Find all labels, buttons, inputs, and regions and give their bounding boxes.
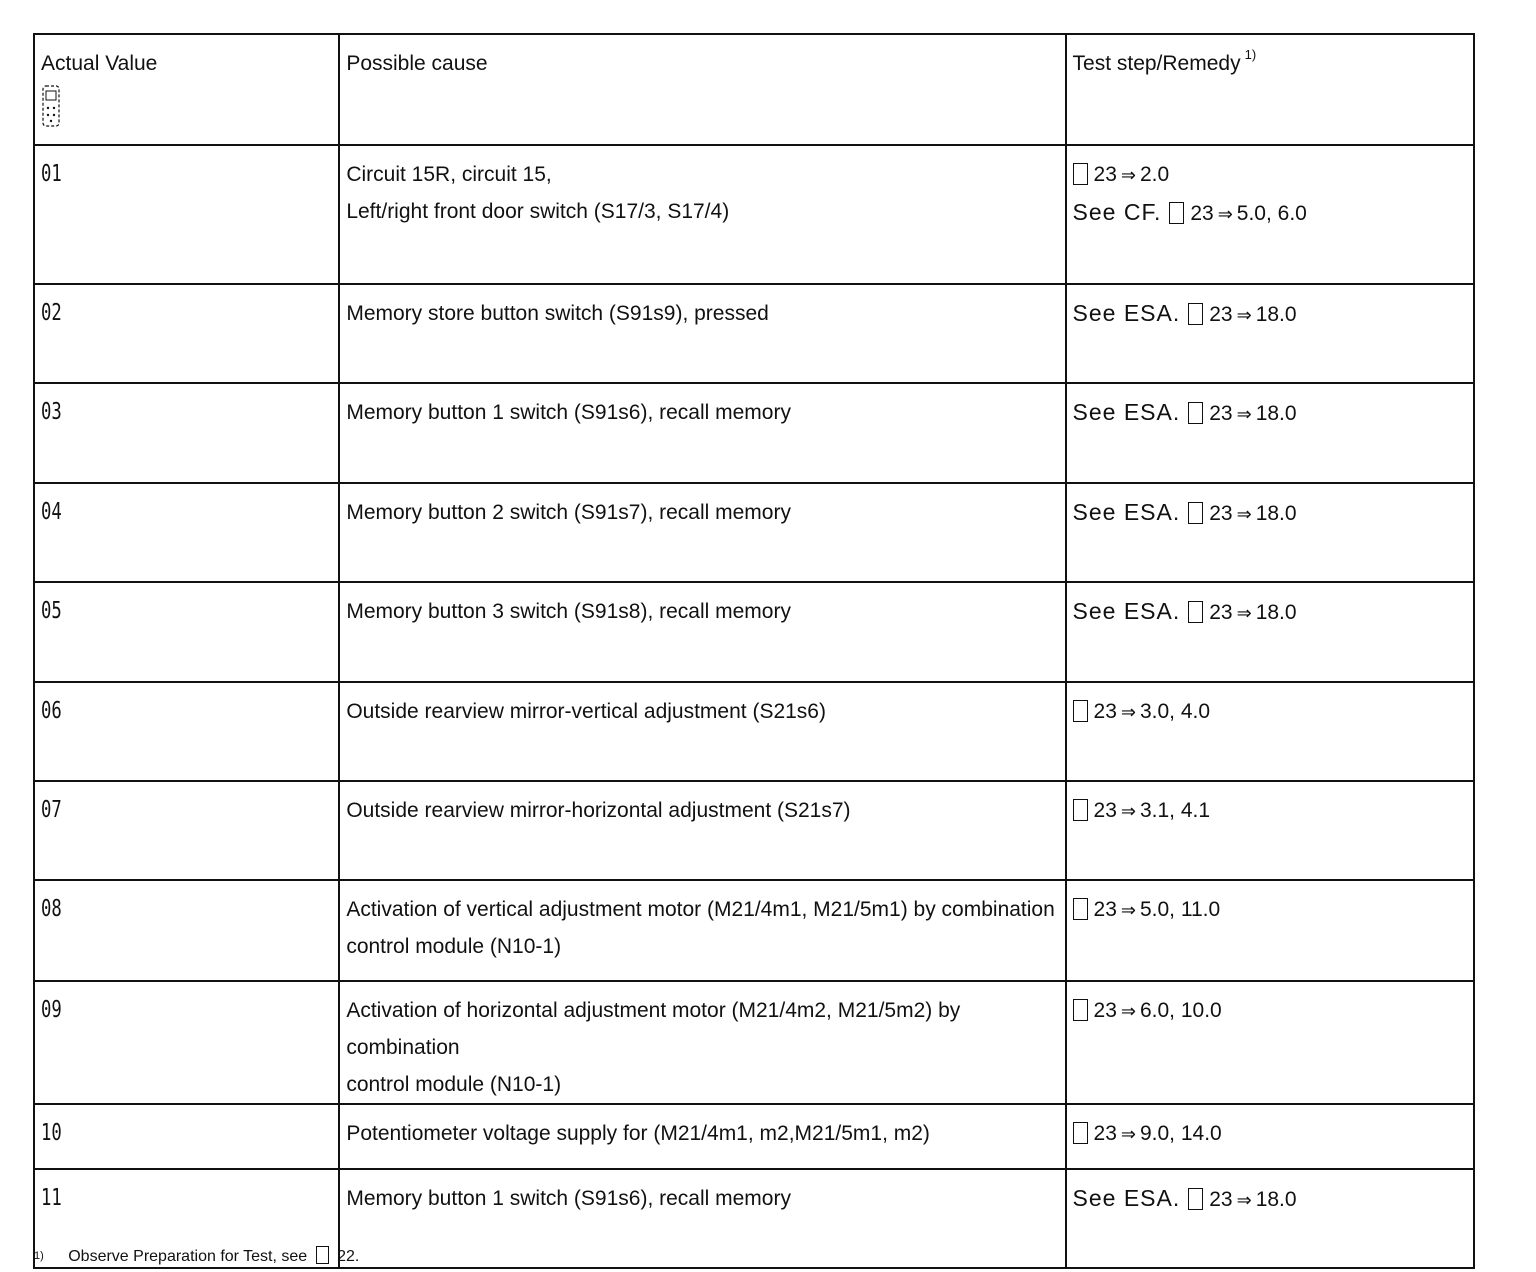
test-step-cell	[1066, 582, 1474, 682]
possible-cause-line: control module (N10-1)	[346, 935, 562, 958]
possible-cause-line: Outside rearview mirror-horizontal adjustment (S21s7)	[346, 799, 851, 822]
test-step-cell	[1066, 880, 1474, 981]
arrow-right-icon: ⇒	[1236, 1190, 1252, 1211]
see-reference: See ESA.	[1072, 598, 1181, 624]
test-step-line	[1073, 992, 1467, 1030]
test-step-reference: 3.0, 4.0	[1139, 700, 1211, 723]
arrow-right-icon: ⇒	[1120, 702, 1136, 723]
book-number: 23	[1093, 700, 1117, 723]
possible-cause-cell	[339, 1104, 1065, 1169]
book-reference-icon	[1188, 1188, 1203, 1210]
actual-value-code: 01	[41, 161, 62, 187]
actual-value-code: 09	[41, 997, 62, 1023]
possible-cause-line: Circuit 15R, circuit 15,	[346, 163, 552, 186]
book-number: 23	[1209, 402, 1233, 425]
book-reference-icon	[1188, 303, 1203, 325]
possible-cause-line: control module (N10-1)	[346, 1073, 562, 1096]
possible-cause-line: Memory button 2 switch (S91s7), recall memory	[346, 501, 791, 524]
see-reference: See ESA.	[1072, 1185, 1181, 1211]
arrow-right-icon: ⇒	[1120, 1124, 1136, 1145]
possible-cause-cell	[339, 880, 1065, 981]
book-reference-icon	[1188, 601, 1203, 623]
possible-cause-cell	[339, 383, 1065, 483]
test-step-reference: 5.0, 11.0	[1139, 898, 1221, 921]
actual-value-cell	[34, 483, 339, 582]
footnote-mark: 1)	[34, 1250, 44, 1262]
test-step-reference: 18.0	[1255, 502, 1297, 525]
see-reference: See ESA.	[1072, 499, 1181, 525]
possible-cause-cell	[339, 145, 1065, 284]
test-step-line	[1073, 1180, 1467, 1219]
possible-cause-cell	[339, 483, 1065, 582]
book-number: 23	[1209, 601, 1233, 624]
test-step-cell	[1066, 981, 1474, 1104]
footnote	[34, 1246, 359, 1267]
book-number: 23	[1190, 202, 1214, 225]
actual-value-code: 10	[41, 1120, 62, 1146]
possible-cause-cell	[339, 284, 1065, 383]
possible-cause-cell	[339, 1169, 1065, 1268]
book-reference-icon	[1073, 163, 1088, 185]
header-actual-value	[34, 34, 339, 145]
test-step-line	[1073, 156, 1467, 194]
test-step-line	[1073, 394, 1467, 433]
actual-value-code: 02	[41, 300, 62, 326]
test-step-line	[1073, 792, 1467, 830]
actual-value-cell	[34, 781, 339, 880]
actual-value-code: 03	[41, 399, 62, 425]
possible-cause-cell	[339, 981, 1065, 1104]
table-row	[34, 682, 1474, 781]
table-row	[34, 483, 1474, 582]
book-number: 23	[1209, 1188, 1233, 1211]
test-step-reference: 18.0	[1255, 303, 1297, 326]
test-step-reference: 18.0	[1255, 1188, 1297, 1211]
test-step-line	[1073, 1115, 1467, 1153]
actual-value-cell	[34, 383, 339, 483]
book-reference-icon	[316, 1246, 329, 1264]
header-footnote-mark: 1)	[1244, 47, 1257, 62]
book-number: 23	[1209, 502, 1233, 525]
test-step-line	[1073, 891, 1467, 929]
possible-cause-line: Potentiometer voltage supply for (M21/4m1, m2,M21/5m1, m2)	[346, 1122, 930, 1145]
tester-display-icon	[41, 84, 61, 128]
possible-cause-line: Memory store button switch (S91s9), pressed	[346, 302, 769, 325]
header-test-step-label: Test step/Remedy	[1072, 52, 1241, 75]
test-step-line	[1073, 295, 1467, 334]
test-step-reference: 3.1, 4.1	[1139, 799, 1211, 822]
arrow-right-icon: ⇒	[1217, 204, 1233, 225]
test-step-cell	[1066, 682, 1474, 781]
actual-value-cell	[34, 145, 339, 284]
book-reference-icon	[1073, 799, 1088, 821]
test-step-line	[1073, 494, 1467, 533]
actual-value-cell	[34, 682, 339, 781]
book-number: 23	[1093, 163, 1117, 186]
book-reference-icon	[1073, 898, 1088, 920]
actual-value-code: 08	[41, 896, 62, 922]
possible-cause-cell	[339, 582, 1065, 682]
test-step-cell	[1066, 1169, 1474, 1268]
test-step-cell	[1066, 284, 1474, 383]
test-step-cell	[1066, 145, 1474, 284]
arrow-right-icon: ⇒	[1236, 504, 1252, 525]
possible-cause-line: Memory button 1 switch (S91s6), recall memory	[346, 401, 791, 424]
test-step-cell	[1066, 383, 1474, 483]
test-step-cell	[1066, 781, 1474, 880]
arrow-right-icon: ⇒	[1236, 603, 1252, 624]
diagnosis-table	[33, 33, 1475, 1269]
table-row	[34, 284, 1474, 383]
table-row	[34, 1104, 1474, 1169]
actual-value-code: 04	[41, 499, 62, 525]
see-reference: See CF.	[1072, 199, 1162, 225]
actual-value-cell	[34, 582, 339, 682]
table-row	[34, 981, 1474, 1104]
book-reference-icon	[1188, 402, 1203, 424]
arrow-right-icon: ⇒	[1120, 801, 1136, 822]
test-step-reference: 18.0	[1255, 601, 1297, 624]
footnote-book-ref: 22.	[337, 1248, 360, 1265]
book-reference-icon	[1188, 502, 1203, 524]
actual-value-cell	[34, 981, 339, 1104]
actual-value-code: 05	[41, 598, 62, 624]
see-reference: See ESA.	[1072, 399, 1181, 425]
book-number: 23	[1209, 303, 1233, 326]
footnote-text: Observe Preparation for Test, see	[68, 1248, 308, 1265]
book-number: 23	[1093, 898, 1117, 921]
arrow-right-icon: ⇒	[1120, 900, 1136, 921]
book-number: 23	[1093, 1122, 1117, 1145]
table-row	[34, 781, 1474, 880]
table-row	[34, 880, 1474, 981]
header-possible-cause-label: Possible cause	[346, 52, 488, 75]
possible-cause-line: Activation of horizontal adjustment motor (M21/4m2, M21/5m2) by combination	[346, 999, 961, 1059]
arrow-right-icon: ⇒	[1236, 305, 1252, 326]
possible-cause-line: Memory button 3 switch (S91s8), recall memory	[346, 600, 791, 623]
header-row	[34, 34, 1474, 145]
arrow-right-icon: ⇒	[1120, 165, 1136, 186]
book-reference-icon	[1169, 202, 1184, 224]
arrow-right-icon: ⇒	[1236, 404, 1252, 425]
actual-value-cell	[34, 1104, 339, 1169]
test-step-cell	[1066, 483, 1474, 582]
book-reference-icon	[1073, 1122, 1088, 1144]
test-step-line	[1073, 593, 1467, 632]
possible-cause-cell	[339, 682, 1065, 781]
test-step-reference: 2.0	[1139, 163, 1170, 186]
book-reference-icon	[1073, 700, 1088, 722]
possible-cause-line: Activation of vertical adjustment motor (M21/4m1, M21/5m1) by combination	[346, 898, 1055, 921]
possible-cause-line: Memory button 1 switch (S91s6), recall memory	[346, 1187, 791, 1210]
table-row	[34, 383, 1474, 483]
table-row	[34, 582, 1474, 682]
header-test-step	[1066, 34, 1474, 145]
book-reference-icon	[1073, 999, 1088, 1021]
test-step-cell	[1066, 1104, 1474, 1169]
actual-value-cell	[34, 284, 339, 383]
actual-value-code: 11	[41, 1185, 62, 1211]
test-step-line	[1073, 693, 1467, 731]
book-number: 23	[1093, 999, 1117, 1022]
test-step-reference: 18.0	[1255, 402, 1297, 425]
possible-cause-line: Outside rearview mirror-vertical adjustment (S21s6)	[346, 700, 826, 723]
test-step-line	[1073, 194, 1467, 233]
possible-cause-line: Left/right front door switch (S17/3, S17/4)	[346, 200, 730, 223]
see-reference: See ESA.	[1072, 300, 1181, 326]
actual-value-code: 07	[41, 797, 62, 823]
header-possible-cause	[339, 34, 1065, 145]
actual-value-code: 06	[41, 698, 62, 724]
test-step-reference: 5.0, 6.0	[1236, 202, 1307, 225]
table-row	[34, 145, 1474, 284]
book-number: 23	[1093, 799, 1117, 822]
actual-value-cell	[34, 880, 339, 981]
possible-cause-cell	[339, 781, 1065, 880]
test-step-reference: 6.0, 10.0	[1139, 999, 1222, 1022]
test-step-reference: 9.0, 14.0	[1139, 1122, 1222, 1145]
header-actual-value-label: Actual Value	[41, 52, 158, 75]
arrow-right-icon: ⇒	[1120, 1001, 1136, 1022]
